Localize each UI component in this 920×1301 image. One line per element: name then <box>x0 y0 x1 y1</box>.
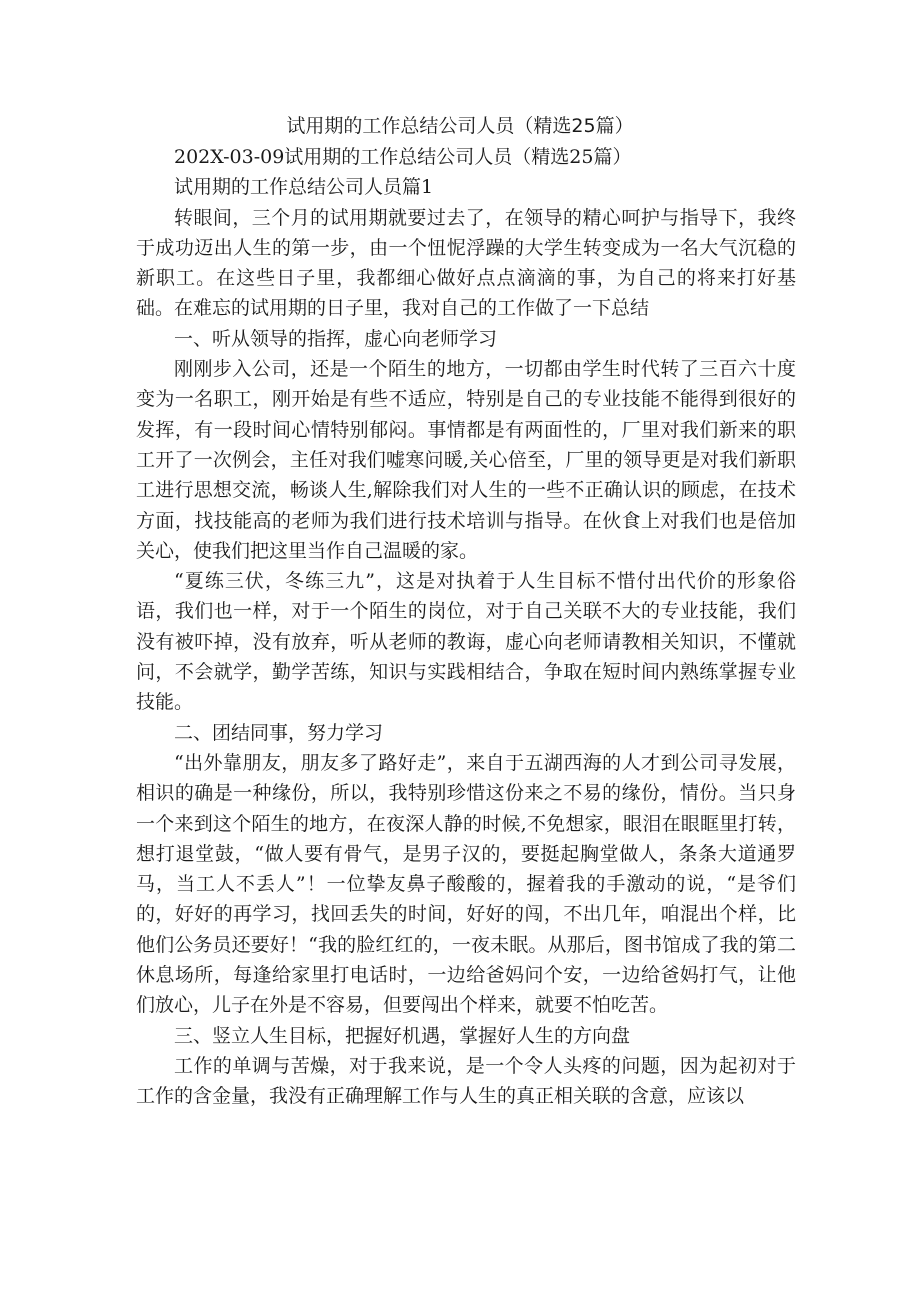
paragraph: “夏练三伏，冬练三九”，这是对执着于人生目标不惜付出代价的形象俗语，我们也一样，对于一个陌生的岗位，对于自己关联不大的专业技能，我们没有被吓掉，没有放弃，听从老师的教诲，虚心向老师请教相关知识，不懂就问，不会就学，勤学苦练，知识与实践相结合，争取在短时间内熟练掌握专业技能。 <box>136 570 796 714</box>
section-heading: 二、团结同事，努力学习 <box>174 721 384 744</box>
section-heading: 一、听从领导的指挥，虚心向老师学习 <box>174 327 498 350</box>
section-heading: 三、竖立人生目标，把握好机遇，掌握好人生的方向盘 <box>174 1024 631 1047</box>
document-title: 试用期的工作总结公司人员（精选25篇） <box>286 115 634 137</box>
paragraph: 转眼间，三个月的试用期就要过去了，在领导的精心呵护与指导下，我终于成功迈出人生的第一步，由一个忸怩浮躁的大学生转变成为一名大气沉稳的新职工。在这些日子里，我都细心做好点点滴滴的事，为自己的将来打好基础。在难忘的试用期的日子里，我对自己的工作做了一下总结 <box>136 206 796 320</box>
date-line: 202X-03-09试用期的工作总结公司人员（精选25篇） <box>174 146 632 168</box>
section-subtitle: 试用期的工作总结公司人员篇1 <box>174 176 434 199</box>
paragraph: “出外靠朋友，朋友多了路好走”，来自于五湖西海的人才到公司寻发展，相识的确是一种缘份，所以，我特别珍惜这份来之不易的缘份，情份。当只身一个来到这个陌生的地方，在夜深人静的时候,不免想家，眼泪在眼眶里打转，想打退堂鼓，“做人要有骨气，是男子汉的，要挺起胸堂做人，条条大道通罗马，当工人不丢人”！一位挚友鼻子酸酸的，握着我的手激动的说，“是爷们的，好好的再学习，找回丢失的时间，好好的闯，不出几年，咱混出个样，比他们公务员还要好！“我的脸红红的，一夜未眠。从那后，图书馆成了我的第二休息场所，每逢给家里打电话时，一边给爸妈问个安，一边给爸妈打气，让他们放心，儿子在外是不容易，但要闯出个样来，就要不怕吃苦。 <box>136 751 796 1017</box>
paragraph: 工作的单调与苦燥，对于我来说，是一个令人头疼的问题，因为起初对于工作的含金量，我没有正确理解工作与人生的真正相关联的含意，应该以 <box>136 1054 796 1108</box>
paragraph: 刚刚步入公司，还是一个陌生的地方，一切都由学生时代转了三百六十度变为一名职工，刚开始是有些不适应，特别是自己的专业技能不能得到很好的发挥，有一段时间心情特别郁闷。事情都是有两面性的，厂里对我们新来的职工开了一次例会，主任对我们嘘寒问暖,关心倍至，厂里的领导更是对我们新职工进行思想交流，畅谈人生,解除我们对人生的一些不正确认识的顾虑，在技术方面，找技能高的老师为我们进行技术培训与指导。在伙食上对我们也是倍加关心，使我们把这里当作自己温暖的家。 <box>136 358 796 562</box>
document-body <box>136 142 796 1112</box>
